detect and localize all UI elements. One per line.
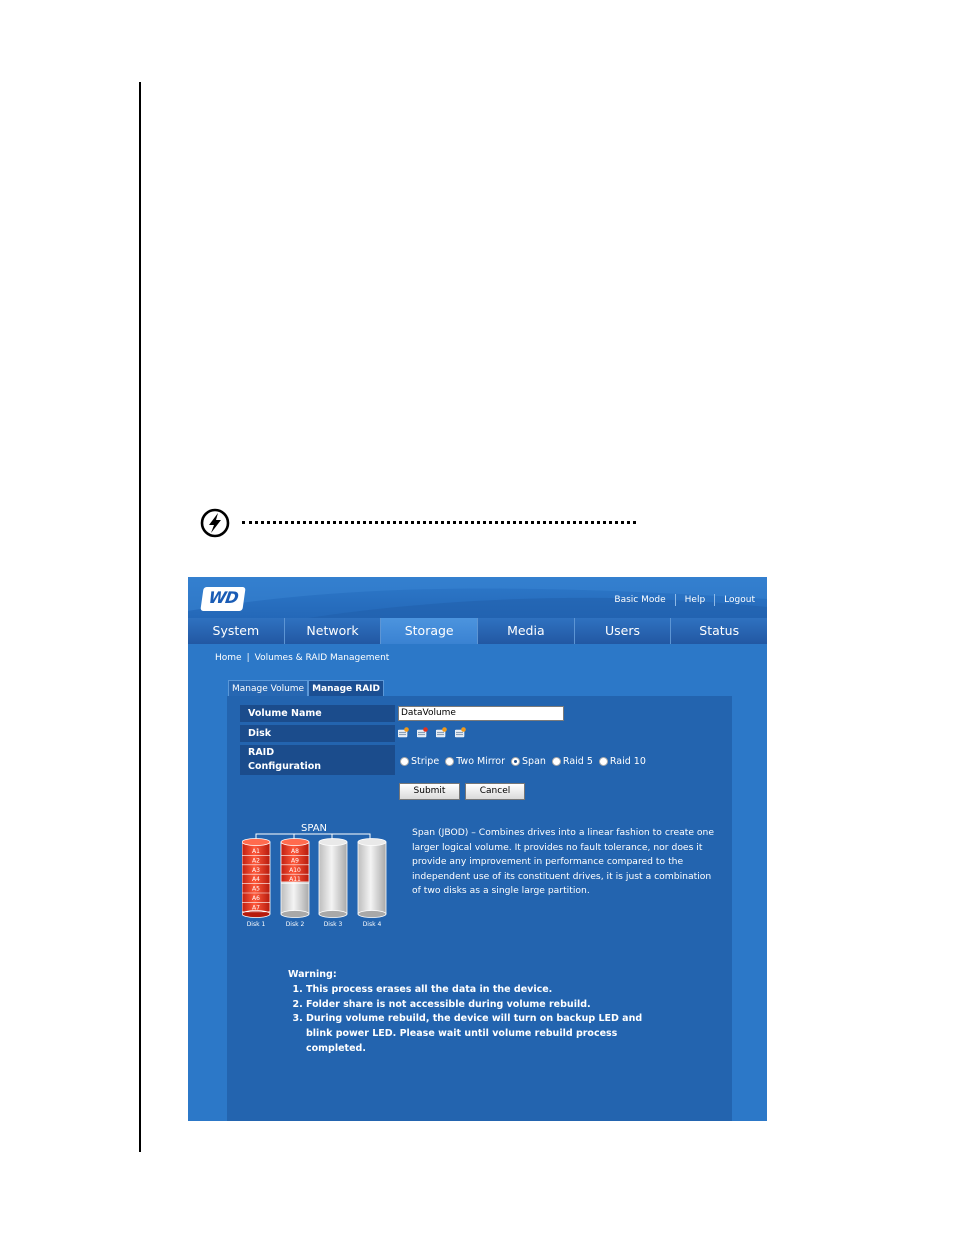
subtab-manage-volume[interactable]: Manage Volume <box>228 680 308 698</box>
warning-block <box>288 968 646 1057</box>
warning-item: 2. Folder share is not accessible during volume rebuild. <box>306 998 646 1013</box>
disk-block-label: A3 <box>252 866 260 874</box>
disk-block-label: A1 <box>252 848 260 855</box>
disk3-cylinder <box>319 839 347 918</box>
disk-block-label: A2 <box>252 857 260 865</box>
volume-name-input[interactable]: DataVolume <box>398 706 564 721</box>
disk-icon[interactable] <box>455 727 466 738</box>
disk2-cylinder <box>281 839 309 918</box>
radio-two-mirror[interactable] <box>445 757 454 766</box>
span-diagram-title: SPAN <box>300 823 328 834</box>
warning-item: 1. This process erases all the data in the device. <box>306 983 646 998</box>
radio-raid5[interactable] <box>552 757 561 766</box>
lightning-warning-icon <box>200 508 230 538</box>
nas-admin-screenshot <box>188 577 767 1121</box>
disk-block-label: A9 <box>291 857 299 865</box>
raid-config-label: RAID Configuration <box>240 745 395 775</box>
header-bar <box>188 577 767 618</box>
disk-icon[interactable] <box>417 727 428 738</box>
tab-media[interactable]: Media <box>478 618 575 644</box>
raid-panel <box>227 696 732 1121</box>
volume-name-label: Volume Name <box>240 705 395 722</box>
top-links <box>614 594 755 606</box>
breadcrumb-home[interactable]: Home <box>215 653 242 663</box>
disk-block-label: A11 <box>289 876 301 884</box>
disk-label-4: Disk 4 <box>362 921 382 928</box>
tab-storage[interactable]: Storage <box>381 618 478 644</box>
radio-stripe[interactable] <box>400 757 409 766</box>
wd-logo[interactable]: WD <box>200 587 245 611</box>
disk-label-1: Disk 1 <box>246 921 266 928</box>
raid-options: Stripe Two Mirror Span Raid 5 Raid 10 <box>400 756 652 767</box>
disk4-cylinder <box>358 839 386 918</box>
tab-users[interactable]: Users <box>575 618 672 644</box>
page-margin-rule <box>139 82 141 1152</box>
disk-block-label: A6 <box>252 895 260 902</box>
dotted-separator <box>242 521 636 524</box>
submit-button[interactable]: Submit <box>399 783 460 800</box>
cancel-button[interactable]: Cancel <box>465 783 525 800</box>
span-description: Span (JBOD) – Combines drives into a linear fashion to create one larger logical volume. It provides no fault tolerance, nor does it provide any improvement in performance compared to the independent use of its constituent drives, it is just a combination of two disks as a single large partition. <box>412 827 715 897</box>
logout-link[interactable]: Logout <box>724 595 755 605</box>
warning-item: 3. During volume rebuild, the device will turn on backup LED and blink power LED. Please wait until volume rebuild process completed. <box>306 1012 646 1056</box>
disk-label: Disk <box>240 725 395 742</box>
breadcrumb-current[interactable]: Volumes & RAID Management <box>254 653 390 663</box>
main-nav <box>188 618 767 644</box>
basic-mode-link[interactable]: Basic Mode <box>614 595 666 605</box>
subtab-manage-raid[interactable]: Manage RAID <box>308 680 384 698</box>
subtabs <box>228 680 384 696</box>
tab-status[interactable]: Status <box>671 618 767 644</box>
disk-label-2: Disk 2 <box>285 921 305 928</box>
link-divider <box>675 594 676 606</box>
disk-label-3: Disk 3 <box>323 921 343 928</box>
tab-network[interactable]: Network <box>285 618 382 644</box>
breadcrumb: Home | Volumes & RAID Management <box>215 653 390 663</box>
help-link[interactable]: Help <box>684 595 706 605</box>
disk-block-label: A5 <box>252 885 260 893</box>
disk-block-label: A4 <box>252 876 260 884</box>
disk-icon[interactable] <box>436 727 447 738</box>
disk-block-label: A8 <box>291 848 299 855</box>
disk-icons <box>398 727 466 738</box>
warning-title: Warning: <box>288 969 337 980</box>
radio-raid10[interactable] <box>599 757 608 766</box>
tab-system[interactable]: System <box>188 618 285 644</box>
span-diagram <box>242 822 402 937</box>
link-divider <box>714 594 715 606</box>
radio-span[interactable] <box>511 757 520 766</box>
disk1-cylinder <box>242 839 270 918</box>
disk-block-label: A10 <box>289 866 301 874</box>
warning-list <box>288 983 646 1057</box>
disk-block-label: A7 <box>252 904 260 912</box>
disk-icon[interactable] <box>398 727 409 738</box>
